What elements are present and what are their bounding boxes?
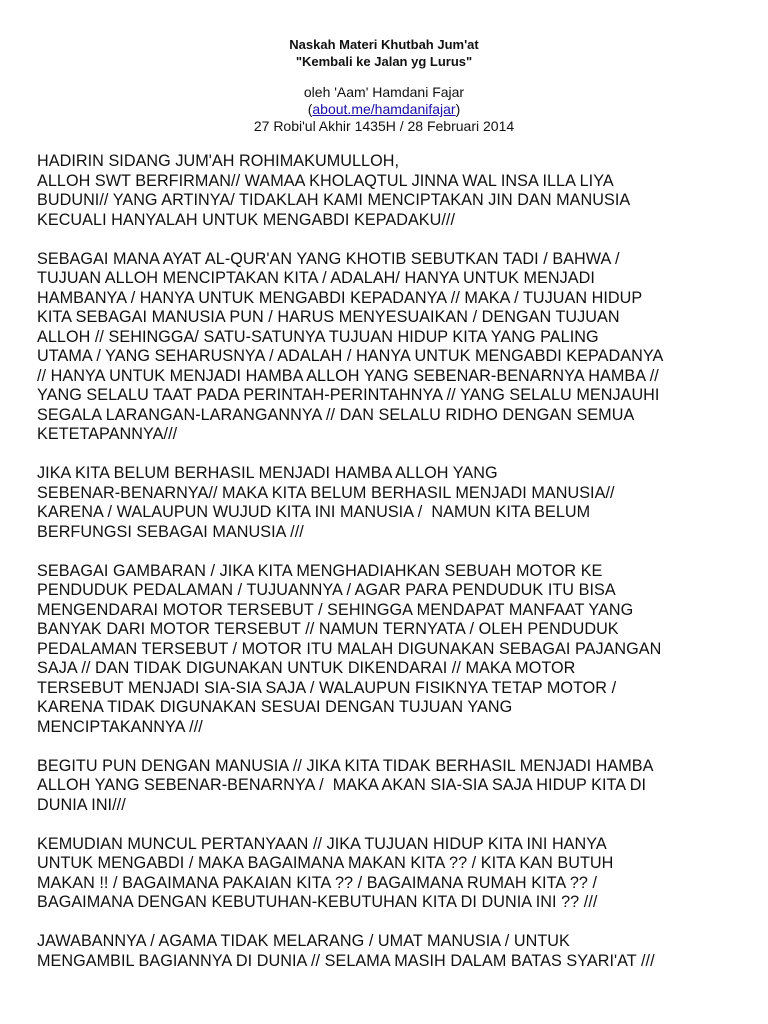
text-line: KETETAPANNYA/// xyxy=(37,425,178,443)
text-line: HADIRIN SIDANG JUM'AH ROHIMAKUMULLOH, xyxy=(37,152,399,170)
text-line: DUNIA INI/// xyxy=(37,795,126,814)
document-header xyxy=(0,36,768,135)
sermon-paragraph xyxy=(37,464,747,542)
text-line: ALLOH // SEHINGGA/ SATU-SATUNYA TUJUAN HIDUP KITA YANG PALING xyxy=(37,327,599,346)
text-line: JIKA KITA BELUM BERHASIL MENJADI HAMBA ALLOH YANG xyxy=(37,464,498,482)
text-line: KECUALI HANYALAH UNTUK MENGABDI KEPADAKU/// xyxy=(37,210,456,229)
text-line: UTAMA / YANG SEHARUSNYA / ADALAH / HANYA UNTUK MENGABDI KEPADANYA xyxy=(37,347,664,365)
text-line: TERSEBUT MENJADI SIA-SIA SAJA / WALAUPUN FISIKNYA TETAP MOTOR / xyxy=(37,678,617,697)
document-date: 27 Robi'ul Akhir 1435H / 28 Februari 2014 xyxy=(253,118,515,134)
text-line: SAJA // DAN TIDAK DIGUNAKAN UNTUK DIKENDARAI // MAKA MOTOR xyxy=(37,659,576,677)
text-line: BUDUNI// YANG ARTINYA/ TIDAKLAH KAMI MENCIPTAKAN JIN DAN MANUSIA xyxy=(37,191,631,209)
text-line: BAGAIMANA DENGAN KEBUTUHAN-KEBUTUHAN KITA DI DUNIA INI ?? /// xyxy=(37,893,598,911)
text-line: PENDUDUK PEDALAMAN / TUJUANNYA / AGAR PARA PENDUDUK ITU BISA xyxy=(37,581,616,599)
author-link-line xyxy=(0,101,768,118)
text-line: PEDALAMAN TERSEBUT / MOTOR ITU MALAH DIGUNAKAN SEBAGAI PAJANGAN xyxy=(37,639,662,658)
author-block xyxy=(0,84,768,135)
sermon-paragraph xyxy=(37,757,747,816)
text-line: SEBENAR-BENARNYA// MAKA KITA BELUM BERHASIL MENJADI MANUSIA// xyxy=(37,483,615,502)
document-subtitle: "Kembali ke Jalan yg Lurus" xyxy=(295,54,473,69)
text-line: // HANYA UNTUK MENJADI HAMBA ALLOH YANG SEBENAR-BENARNYA HAMBA // xyxy=(37,366,659,385)
text-line: ALLOH SWT BERFIRMAN// WAMAA KHOLAQTUL JINNA WAL INSA ILLA LIYA xyxy=(37,171,614,190)
text-line: HAMBANYA / HANYA UNTUK MENGABDI KEPADANYA // MAKA / TUJUAN HIDUP xyxy=(37,288,643,307)
text-line: MENGENDARAI MOTOR TERSEBUT / SEHINGGA MENDAPAT MANFAAT YANG xyxy=(37,600,634,619)
text-line: KARENA / WALAUPUN WUJUD KITA INI MANUSIA / NAMUN KITA BELUM xyxy=(37,503,591,521)
text-line: BEGITU PUN DENGAN MANUSIA // JIKA KITA TIDAK BERHASIL MENJADI HAMBA xyxy=(37,756,654,775)
text-line: KARENA TIDAK DIGUNAKAN SESUAI DENGAN TUJUAN YANG xyxy=(37,698,513,716)
text-line: SEGALA LARANGAN-LARANGANNYA // DAN SELALU RIDHO DENGAN SEMUA xyxy=(37,405,635,424)
text-line: MAKAN !! / BAGAIMANA PAKAIAN KITA ?? / BAGAIMANA RUMAH KITA ?? / xyxy=(37,873,598,892)
link-open-paren: ( xyxy=(307,101,313,117)
text-line: JAWABANNYA / AGAMA TIDAK MELARANG / UMAT MANUSIA / UNTUK xyxy=(37,932,570,950)
text-line: TUJUAN ALLOH MENCIPTAKAN KITA / ADALAH/ HANYA UNTUK MENJADI xyxy=(37,269,595,287)
text-line: ALLOH YANG SEBENAR-BENARNYA / MAKA AKAN SIA-SIA SAJA HIDUP KITA DI xyxy=(37,776,647,794)
sermon-paragraph xyxy=(37,250,747,445)
text-line: SEBAGAI GAMBARAN / JIKA KITA MENGHADIAHKAN SEBUAH MOTOR KE xyxy=(37,561,603,580)
text-line: KEMUDIAN MUNCUL PERTANYAAN // JIKA TUJUAN HIDUP KITA INI HANYA xyxy=(37,834,607,853)
sermon-paragraph xyxy=(37,835,747,913)
sermon-paragraph xyxy=(37,562,747,738)
text-line: MENGAMBIL BAGIANNYA DI DUNIA // SELAMA MASIH DALAM BATAS SYARI'AT /// xyxy=(37,951,655,970)
text-line: MENCIPTAKANNYA /// xyxy=(37,717,203,736)
link-close-paren: ) xyxy=(455,101,461,117)
text-line: UNTUK MENGABDI / MAKA BAGAIMANA MAKAN KITA ?? / KITA KAN BUTUH xyxy=(37,854,614,872)
sermon-body xyxy=(37,152,747,991)
sermon-paragraph xyxy=(37,932,747,971)
author-name: oleh 'Aam' Hamdani Fajar xyxy=(303,84,465,100)
text-line: BERFUNGSI SEBAGAI MANUSIA /// xyxy=(37,522,304,541)
sermon-paragraph xyxy=(37,152,747,230)
document-title: Naskah Materi Khutbah Jum'at xyxy=(289,37,479,52)
text-line: SEBAGAI MANA AYAT AL-QUR'AN YANG KHOTIB SEBUTKAN TADI / BAHWA / xyxy=(37,249,620,268)
text-line: YANG SELALU TAAT PADA PERINTAH-PERINTAHNYA // YANG SELALU MENJAUHI xyxy=(37,386,660,404)
author-profile-link[interactable]: about.me/hamdanifajar xyxy=(312,101,456,117)
text-line: KITA SEBAGAI MANUSIA PUN / HARUS MENYESUAIKAN / DENGAN TUJUAN xyxy=(37,308,620,326)
text-line: BANYAK DARI MOTOR TERSEBUT // NAMUN TERNYATA / OLEH PENDUDUK xyxy=(37,620,619,638)
